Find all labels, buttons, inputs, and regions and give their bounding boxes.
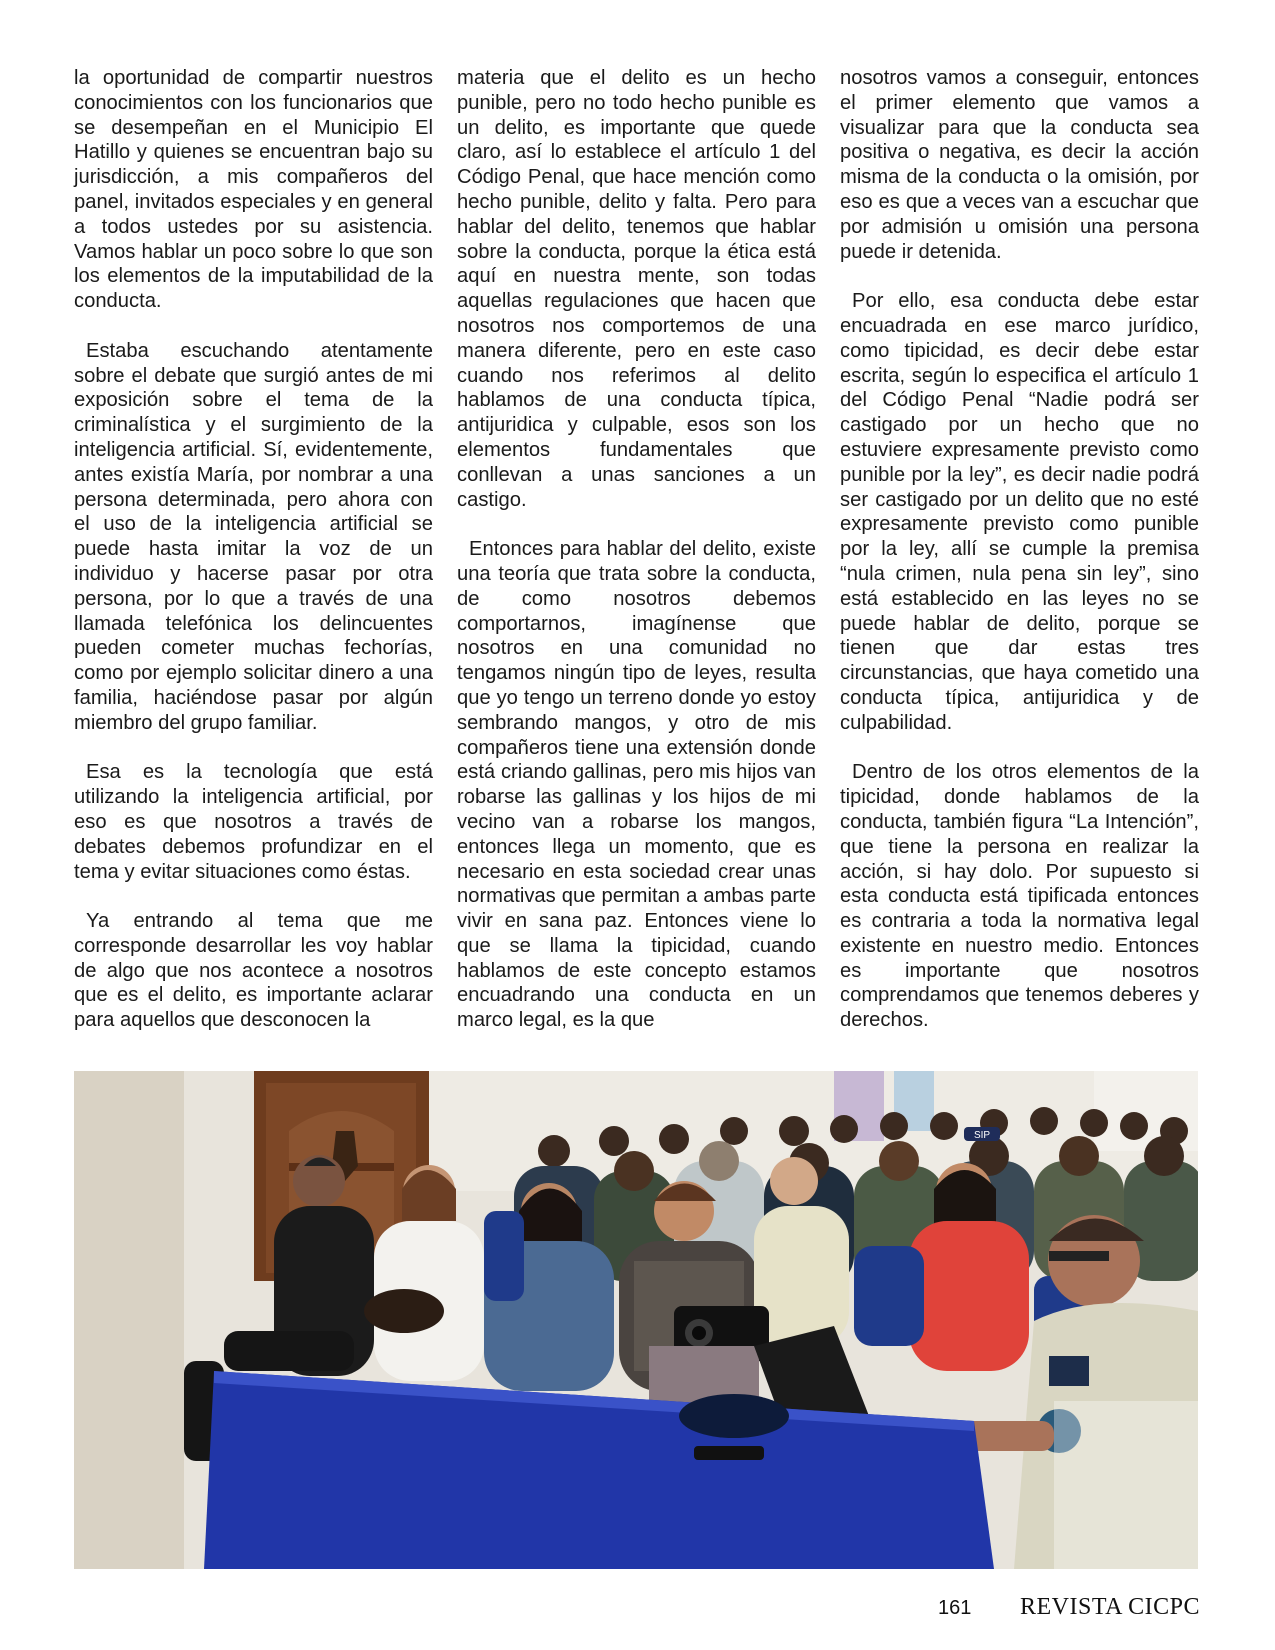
glass-podium: [1054, 1401, 1198, 1569]
article-column-1: [74, 66, 433, 1058]
audience-illustration: [74, 1071, 1198, 1569]
article-column-3: [840, 66, 1199, 1058]
cap-badge-text: SIP: [973, 1130, 991, 1141]
paragraph: Dentro de los otros elementos de la tipicidad, donde hablamos de la conducta, también figura “La Intención”, que tiene la persona en realizar la acción, si hay dolo. Por supuesto si esta conducta está tipificada entonces es contraria a toda la normativa legal existente en nuestro medio. Entonces es importante que nosotros comprendamos que tenemos deberes y derechos.: [840, 761, 1199, 1032]
event-photo: [74, 1071, 1198, 1569]
paragraph: materia que el delito es un hecho punible, pero no todo hecho punible es un delito, es importante que quede claro, así lo establece el artículo 1 del Código Penal, que hace mención como hecho punible, delito y falta. Pero para hablar del delito, tenemos que hablar sobre la conducta, porque la ética está aquí en nuestra mente, son todas aquellas regulaciones que hacen que nosotros nos comportemos de una manera diferente, pero en este caso cuando nos referimos al delito hablamos de una conducta típica, antijuridica y culpable, esos son los elementos fundamentales que conllevan a unas sanciones a un castigo.: [457, 67, 816, 511]
paragraph: la oportunidad de compartir nuestros conocimientos con los funcionarios que se desempeñan en el Municipio El Hatillo y quienes se encuentran bajo su jurisdicción, a mis compañeros del panel, invitados especiales y en general a todos ustedes por su asistencia. Vamos hablar un poco sobre lo que son los elementos de la imputabilidad de la conducta.: [74, 67, 433, 313]
paragraph: Estaba escuchando atentamente sobre el debate que surgió antes de mi exposición sobre el tema de la criminalística y el surgimiento de la inteligencia artificial. Sí, evidentemente, antes existía María, por nombrar a una persona determinada, pero ahora con el uso de la inteligencia artificial se puede hasta imitar la voz de un individuo y hacerse pasar por otra persona, por lo que a través de una llamada telefónica los delincuentes pueden cometer muchas fechorías, como por ejemplo solicitar dinero a una familia, haciéndose pasar por algún miembro del grupo familiar.: [74, 339, 433, 734]
paragraph: Entonces para hablar del delito, existe una teoría que trata sobre la conducta, de como nosotros debemos comportarnos, imagínense que nosotros en una comunidad no tengamos ningún tipo de leyes, resulta que yo tengo un terreno donde yo estoy sembrando mangos, y otro de mis compañeros tiene una extensión donde está criando gallinas, pero mis hijos van robarse las gallinas y los hijos de mi vecino van a robarse los mangos, entonces llega un momento, que es necesario en esta sociedad crear unas normativas que permitan a ambas parte vivir en sana paz. Entonces viene lo que se llama la tipicidad, cuando hablamos de este concepto estamos encuadrando una conducta en un marco legal, es la que: [457, 538, 816, 1032]
magazine-name: REVISTA CICPC: [1020, 1594, 1200, 1620]
paragraph: Por ello, esa conducta debe estar encuadrada en ese marco jurídico, como tipicidad, es decir debe estar escrita, según lo especifica el artículo 1 del Código Penal “Nadie podrá ser castigado por un hecho que no estuviere expresamente previsto como punible por la ley”, es decir nadie podrá ser castigado por un delito que no esté expresamente previsto como punible por la ley, allí se cumple la premisa “nula crimen, nula pena sin ley”, sino está establecido en las leyes no se puede hablar de delito, porque se tienen que dar estas tres circunstancias, que haya cometido una conducta típica, antijuridica y de culpabilidad.: [840, 290, 1199, 734]
paragraph: nosotros vamos a conseguir, entonces el primer elemento que vamos a visualizar para que la conducta sea positiva o negativa, es decir la acción misma de la conducta o la omisión, por eso es que a veces van a escuchar que por admisión u omisión una persona puede ir detenida.: [840, 67, 1199, 263]
paragraph: Ya entrando al tema que me corresponde desarrollar les voy hablar de algo que nos acontece a nosotros que es el delito, es importante aclarar para aquellos que desconocen la: [74, 910, 433, 1032]
page-number: 161: [938, 1597, 972, 1619]
article-column-2: [457, 66, 816, 1058]
paragraph: Esa es la tecnología que está utilizando la inteligencia artificial, por eso es que nosotros a través de debates debemos profundizar en el tema y evitar situaciones como éstas.: [74, 761, 433, 883]
